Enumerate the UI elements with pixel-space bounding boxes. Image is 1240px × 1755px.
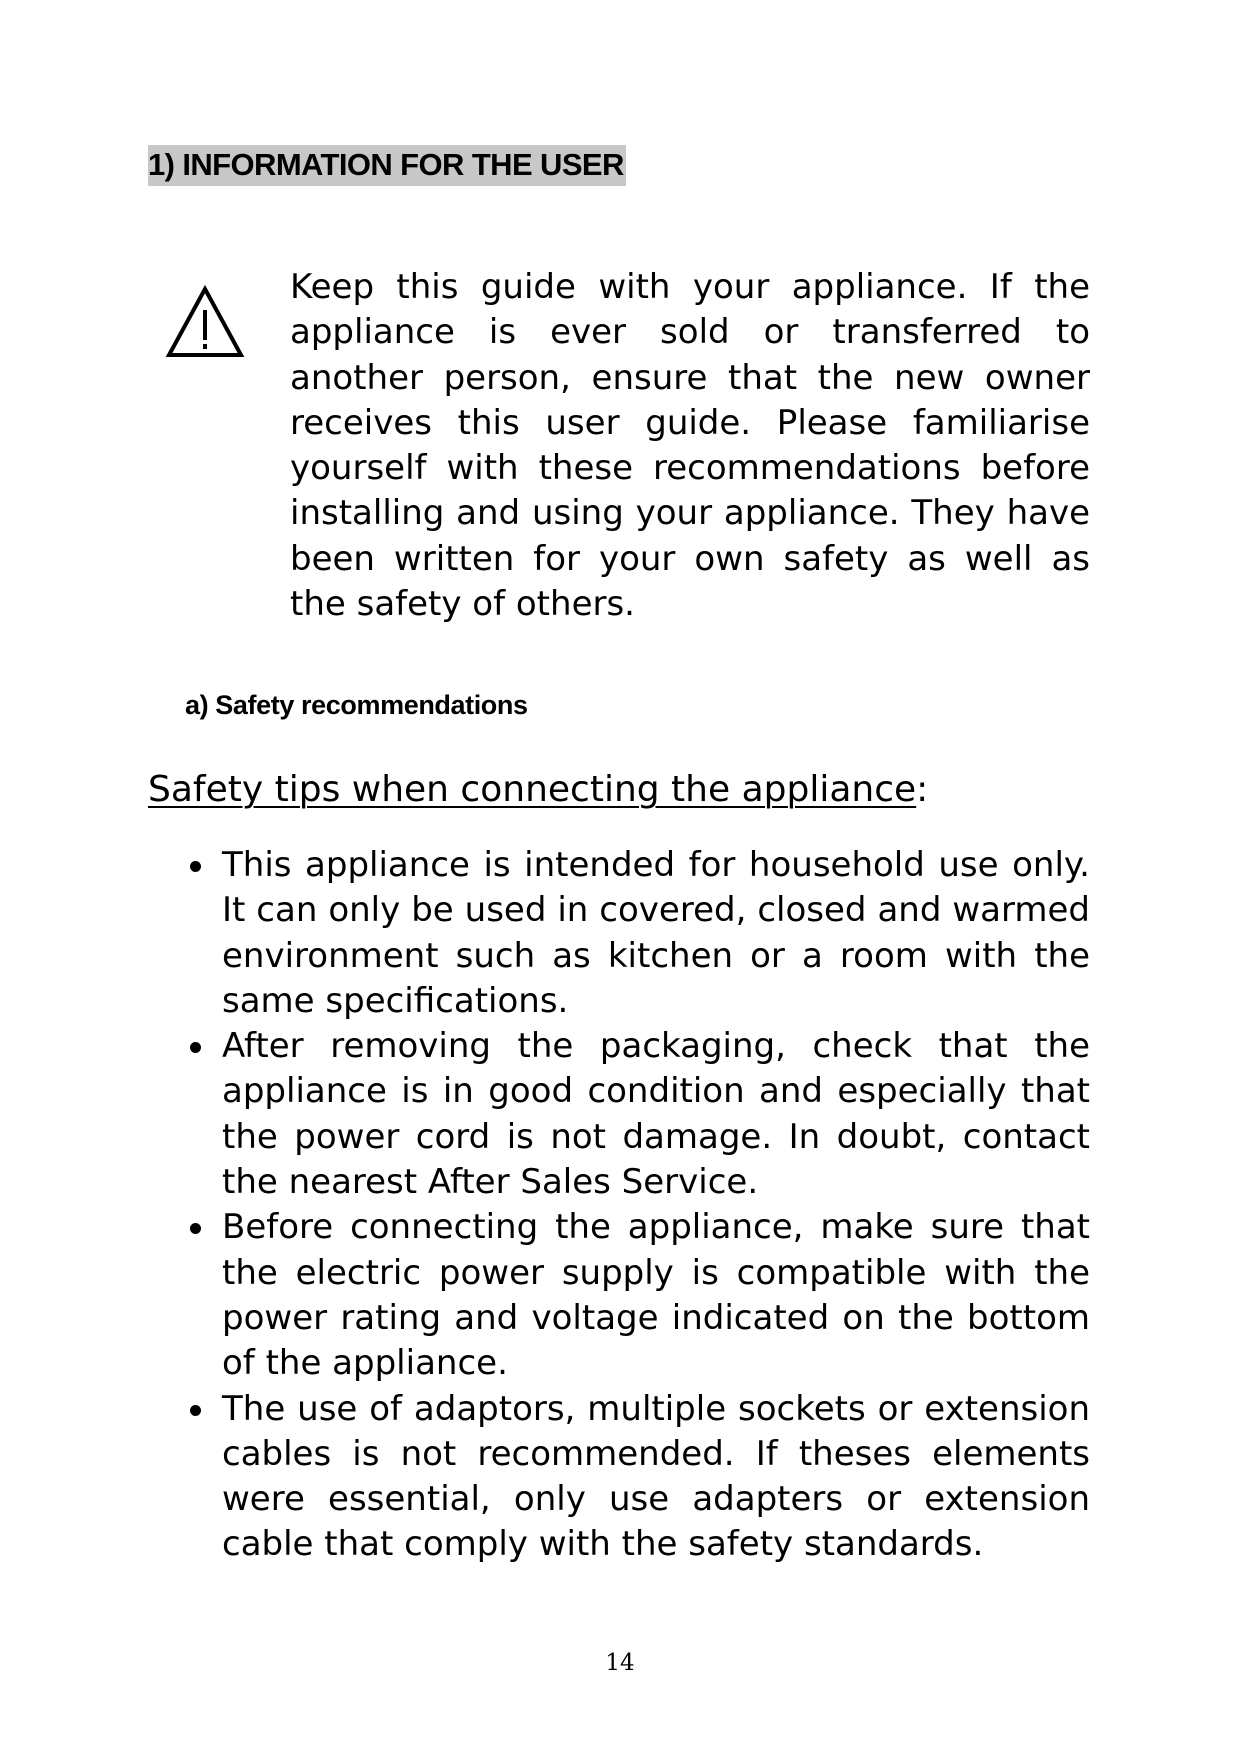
intro-paragraph: Keep this guide with your appliance. If the appliance is ever sold or transferred to another person, ensure that the new owner receives this user guide. Please familiarise yourself with these recommendations before installing and using your appliance. They have been written for your own safety as well as the safety of others. bbox=[290, 267, 1090, 625]
tips-heading bbox=[148, 768, 928, 812]
bullet-icon bbox=[190, 1223, 201, 1234]
list-item bbox=[222, 1387, 1090, 1568]
page-number: 14 bbox=[605, 1650, 635, 1676]
tips-heading-text: Safety tips when connecting the appliance bbox=[148, 769, 917, 810]
list-item-text: After removing the packaging, check that the appliance is in good condition and especially that the power cord is not damage. In doubt, contact the nearest After Sales Service. bbox=[222, 1026, 1090, 1203]
section-heading: 1) INFORMATION FOR THE USER bbox=[148, 145, 626, 186]
list-item bbox=[222, 1205, 1090, 1386]
list-item bbox=[222, 843, 1090, 1024]
list-item bbox=[222, 1024, 1090, 1205]
bullet-icon bbox=[190, 1405, 201, 1416]
list-item-text: Before connecting the appliance, make sure that the electric power supply is compatible with the power rating and voltage indicated on the bottom of the appliance. bbox=[222, 1207, 1090, 1384]
sub-heading: a) Safety recommendations bbox=[185, 690, 528, 720]
tips-heading-suffix: : bbox=[916, 769, 929, 810]
bullet-icon bbox=[190, 861, 201, 872]
bullet-icon bbox=[190, 1042, 201, 1053]
safety-tips-list bbox=[222, 843, 1090, 1568]
warning-triangle-icon bbox=[165, 285, 245, 359]
list-item-text: The use of adaptors, multiple sockets or extension cables is not recommended. If theses elements were essential, only use adapters or extension cable that comply with the safety standards. bbox=[222, 1388, 1090, 1565]
list-item-text: This appliance is intended for household use only. It can only be used in covered, closed and warmed environment such as kitchen or a room with the same specifications. bbox=[222, 845, 1090, 1021]
